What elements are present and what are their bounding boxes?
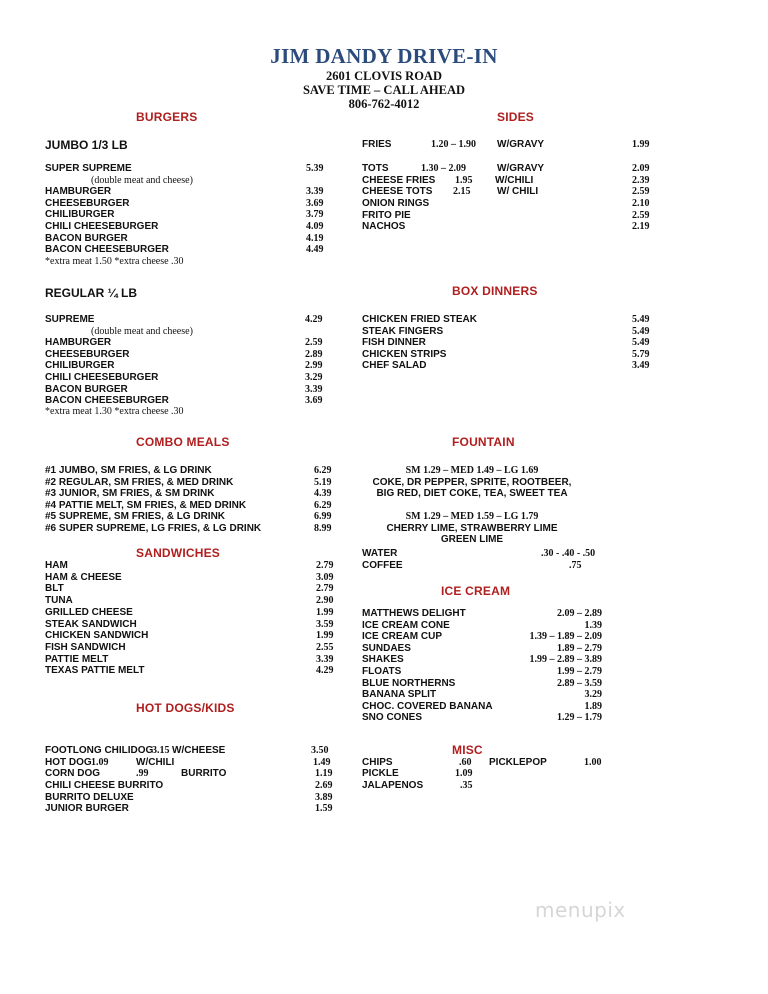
regular-item-price: 2.89 bbox=[305, 348, 323, 360]
combo-item-price: 4.39 bbox=[314, 488, 332, 500]
regular-item-name: SUPREME bbox=[45, 314, 95, 325]
sandwiches-heading: SANDWICHES bbox=[136, 546, 221, 560]
side-item-price: 2.10 bbox=[632, 198, 650, 209]
ice-cream-item-name: CHOC. COVERED BANANA bbox=[362, 700, 493, 712]
regular-item-name: BACON BURGER bbox=[45, 383, 128, 395]
jalapenos-name: JALAPENOS bbox=[362, 780, 424, 791]
water-name: WATER bbox=[362, 548, 398, 559]
ice-cream-item-price: 1.39 bbox=[584, 619, 602, 631]
hotdog-item-price: 1.59 bbox=[315, 803, 333, 815]
footlong-name: FOOTLONG CHILIDOG bbox=[45, 745, 154, 756]
sandwich-item-name: GRILLED CHEESE bbox=[45, 606, 133, 618]
hotdog-item-name: BURRITO DELUXE bbox=[45, 791, 134, 803]
fountain-prices-1: SM 1.29 – MED 1.49 – LG 1.69 bbox=[405, 465, 539, 476]
regular-label: REGULAR ¼ LB bbox=[45, 286, 138, 300]
regular-extras-text: *extra meat 1.30 *extra cheese .30 bbox=[45, 406, 184, 417]
combo-item-name: #1 JUMBO, SM FRIES, & LG DRINK bbox=[45, 465, 212, 476]
ice-cream-item-price: 1.99 – 2.89 – 3.89 bbox=[529, 654, 602, 666]
picklepop-price: 1.00 bbox=[584, 757, 602, 768]
sandwich-item-name: HAM & CHEESE bbox=[45, 571, 122, 583]
cheese-fries-price: 1.95 bbox=[455, 175, 473, 186]
ice-cream-item-name: BANANA SPLIT bbox=[362, 689, 437, 701]
sandwich-item-price: 3.39 bbox=[316, 653, 334, 665]
corndog-price: .99 bbox=[136, 768, 149, 779]
ice-cream-item-price: 3.29 bbox=[584, 689, 602, 701]
cheese-tots-extra-price: 2.59 bbox=[632, 186, 650, 197]
sandwich-item-price: 1.99 bbox=[316, 606, 334, 618]
fountain-prices-2: SM 1.29 – MED 1.59 – LG 1.79 bbox=[405, 511, 539, 522]
chips-price: .60 bbox=[459, 757, 472, 768]
menupix-watermark: menupix bbox=[535, 898, 626, 922]
jumbo-item-name: HAMBURGER bbox=[45, 186, 112, 198]
fountain-heading: FOUNTAIN bbox=[452, 435, 515, 449]
cheese-fries-extra: W/CHILI bbox=[495, 175, 534, 186]
regular-item-price: 2.99 bbox=[305, 360, 323, 372]
cheese-tots-extra: W/ CHILI bbox=[497, 186, 539, 197]
box-dinner-item-name: FISH DINNER bbox=[362, 337, 426, 349]
sandwich-item-price: 2.79 bbox=[316, 560, 334, 571]
ice-cream-item-name: BLUE NORTHERNS bbox=[362, 677, 456, 689]
cheese-fries-extra-price: 2.39 bbox=[632, 175, 650, 186]
sandwich-item-price: 1.99 bbox=[316, 630, 334, 642]
regular-item-name: HAMBURGER bbox=[45, 337, 112, 349]
jumbo-extras bbox=[45, 256, 184, 268]
sandwich-item-name: BLT bbox=[45, 583, 64, 595]
footlong-extra: W/CHEESE bbox=[172, 745, 226, 756]
jalapenos-price: .35 bbox=[460, 780, 473, 791]
combo-item-name: #2 REGULAR, SM FRIES, & MED DRINK bbox=[45, 476, 234, 488]
hotdog-name: HOT DOG bbox=[45, 757, 92, 768]
picklepop-name: PICKLEPOP bbox=[489, 757, 547, 768]
cheese-fries-name: CHEESE FRIES bbox=[362, 175, 436, 186]
ice-cream-item-name: MATTHEWS DELIGHT bbox=[362, 608, 466, 619]
ice-cream-item-name: FLOATS bbox=[362, 666, 402, 677]
regular-item-price: 3.39 bbox=[305, 383, 323, 395]
tots-extra-price: 2.09 bbox=[632, 163, 650, 174]
side-item-name: ONION RINGS bbox=[362, 198, 430, 209]
sandwich-item-price: 3.09 bbox=[316, 571, 334, 583]
regular-item-price: 4.29 bbox=[305, 314, 323, 325]
combo-item-price: 6.99 bbox=[314, 511, 332, 523]
box-dinner-item-price: 5.79 bbox=[632, 348, 650, 360]
sandwich-item-price: 3.59 bbox=[316, 618, 334, 630]
corndog-name: CORN DOG bbox=[45, 768, 100, 779]
ice-cream-item-name: SUNDAES bbox=[362, 642, 411, 654]
sandwich-item-price: 2.55 bbox=[316, 641, 334, 653]
ice-cream-item-price: 1.39 – 1.89 – 2.09 bbox=[529, 631, 602, 643]
sandwich-item-price: 4.29 bbox=[316, 665, 334, 677]
sides-heading: SIDES bbox=[497, 110, 535, 124]
box-dinner-item-name: CHICKEN FRIED STEAK bbox=[362, 314, 478, 325]
footlong-extra-price: 3.50 bbox=[311, 745, 329, 756]
jumbo-item-name: CHILI CHEESEBURGER bbox=[45, 221, 159, 232]
combo-item-price: 8.99 bbox=[314, 523, 332, 534]
pickle-name: PICKLE bbox=[362, 768, 399, 779]
combo-item-name: #4 PATTIE MELT, SM FRIES, & MED DRINK bbox=[45, 499, 247, 511]
fountain-flavors-3: CHERRY LIME, STRAWBERRY LIME bbox=[386, 523, 558, 534]
hotdog-extra-price: 1.49 bbox=[313, 757, 331, 768]
tots-extra: W/GRAVY bbox=[497, 163, 545, 174]
jumbo-item-price: 3.39 bbox=[306, 186, 324, 198]
corndog-extra: BURRITO bbox=[181, 768, 227, 779]
cheese-tots-name: CHEESE TOTS bbox=[362, 186, 433, 197]
ice-cream-item-name: ICE CREAM CONE bbox=[362, 619, 450, 631]
fries-price: 1.20 – 1.90 bbox=[431, 139, 476, 150]
hotdog-item-price: 3.89 bbox=[315, 791, 333, 803]
jumbo-item-price: 3.79 bbox=[306, 209, 324, 221]
jumbo-item-name: SUPER SUPREME bbox=[45, 163, 132, 174]
regular-extras bbox=[45, 406, 184, 418]
box-dinner-item-price: 5.49 bbox=[632, 325, 650, 337]
ice-cream-item-name: SHAKES bbox=[362, 654, 404, 666]
ice-cream-item-price: 1.89 bbox=[584, 700, 602, 712]
box-dinner-item-price: 5.49 bbox=[632, 314, 650, 325]
side-item-price: 2.19 bbox=[632, 221, 650, 233]
regular-item-name: CHILIBURGER bbox=[45, 360, 115, 372]
box-dinners-heading: BOX DINNERS bbox=[452, 284, 538, 298]
jumbo-item-price: 5.39 bbox=[306, 163, 324, 174]
jumbo-extras-text: *extra meat 1.50 *extra cheese .30 bbox=[45, 256, 184, 267]
ice-cream-item-price: 1.99 – 2.79 bbox=[557, 666, 602, 677]
sandwich-item-name: PATTIE MELT bbox=[45, 653, 109, 665]
jumbo-item-name: CHEESEBURGER bbox=[45, 197, 130, 209]
jumbo-item-price: 4.09 bbox=[306, 221, 324, 232]
combo-item-name: #3 JUNIOR, SM FRIES, & SM DRINK bbox=[45, 488, 215, 500]
sandwich-item-name: HAM bbox=[45, 560, 68, 571]
fountain-flavors-2: BIG RED, DIET COKE, TEA, SWEET TEA bbox=[376, 488, 568, 499]
fries-name: FRIES bbox=[362, 139, 392, 150]
combo-item-name: #5 SUPREME, SM FRIES, & LG DRINK bbox=[45, 511, 226, 523]
misc-heading: MISC bbox=[452, 743, 483, 757]
regular-item-name: CHEESEBURGER bbox=[45, 348, 130, 360]
regular-item-price: 3.29 bbox=[305, 372, 323, 383]
box-dinner-item-price: 5.49 bbox=[632, 337, 650, 349]
regular-item-price: 2.59 bbox=[305, 337, 323, 349]
sandwich-item-name: STEAK SANDWICH bbox=[45, 618, 137, 630]
sandwich-item-name: TUNA bbox=[45, 595, 73, 607]
ice-cream-item-price: 1.29 – 1.79 bbox=[557, 712, 602, 724]
fries-extra-price: 1.99 bbox=[632, 139, 650, 150]
sandwich-item-name: CHICKEN SANDWICH bbox=[45, 630, 149, 642]
chips-name: CHIPS bbox=[362, 757, 393, 768]
address: 2601 CLOVIS ROAD bbox=[326, 69, 442, 83]
hotdogs-heading: HOT DOGS/KIDS bbox=[136, 701, 235, 715]
jumbo-item-price: 4.19 bbox=[306, 232, 324, 244]
box-dinner-item-name: CHEF SALAD bbox=[362, 360, 427, 372]
restaurant-title: JIM DANDY DRIVE-IN bbox=[270, 44, 498, 68]
sandwich-item-price: 2.90 bbox=[316, 595, 334, 607]
fountain-flavors-4: GREEN LIME bbox=[440, 534, 504, 545]
jumbo-item-name: BACON CHEESEBURGER bbox=[45, 244, 169, 256]
box-dinner-item-name: STEAK FINGERS bbox=[362, 325, 444, 337]
ice-cream-item-price: 1.89 – 2.79 bbox=[557, 642, 602, 654]
sandwich-item-name: TEXAS PATTIE MELT bbox=[45, 665, 145, 677]
regular-item-name: (double meat and cheese) bbox=[91, 325, 193, 337]
jumbo-label: JUMBO 1/3 LB bbox=[45, 138, 128, 152]
cheese-tots-price: 2.15 bbox=[453, 186, 471, 197]
hotdog-item-name: JUNIOR BURGER bbox=[45, 803, 129, 815]
sandwich-item-name: FISH SANDWICH bbox=[45, 641, 126, 653]
hotdog-price: 1.09 bbox=[91, 757, 109, 768]
fries-extra: W/GRAVY bbox=[497, 139, 545, 150]
jumbo-item-price: 4.49 bbox=[306, 244, 324, 256]
tots-name: TOTS bbox=[362, 163, 389, 174]
combo-item-price: 6.29 bbox=[314, 465, 332, 476]
box-dinner-item-price: 3.49 bbox=[632, 360, 650, 372]
jumbo-item-name: (double meat and cheese) bbox=[91, 174, 193, 186]
corndog-extra-price: 1.19 bbox=[315, 768, 333, 779]
burgers-heading: BURGERS bbox=[136, 110, 198, 124]
regular-item-name: CHILI CHEESEBURGER bbox=[45, 372, 159, 383]
coffee-name: COFFEE bbox=[362, 560, 403, 571]
ice-cream-heading: ICE CREAM bbox=[441, 584, 511, 598]
coffee-price: .75 bbox=[569, 560, 582, 571]
hotdog-extra: W/CHILI bbox=[136, 757, 175, 768]
jumbo-item-name: CHILIBURGER bbox=[45, 209, 115, 221]
jumbo-item-name: BACON BURGER bbox=[45, 232, 128, 244]
sandwich-item-price: 2.79 bbox=[316, 583, 334, 595]
hotdog-item-name: CHILI CHEESE BURRITO bbox=[45, 780, 164, 791]
fountain-flavors-1: COKE, DR PEPPER, SPRITE, ROOTBEER, bbox=[372, 477, 572, 488]
ice-cream-item-price: 2.09 – 2.89 bbox=[557, 608, 602, 619]
water-price: .30 - .40 - .50 bbox=[541, 548, 596, 559]
pickle-price: 1.09 bbox=[455, 768, 473, 779]
tagline: SAVE TIME – CALL AHEAD bbox=[302, 83, 466, 97]
ice-cream-item-name: ICE CREAM CUP bbox=[362, 631, 443, 643]
regular-item-name: BACON CHEESEBURGER bbox=[45, 395, 169, 407]
footlong-price: 3.15 bbox=[152, 745, 170, 756]
ice-cream-item-price: 2.89 – 3.59 bbox=[557, 677, 602, 689]
side-item-name: NACHOS bbox=[362, 221, 406, 233]
side-item-price: 2.59 bbox=[632, 209, 650, 221]
side-item-name: FRITO PIE bbox=[362, 209, 411, 221]
box-dinner-item-name: CHICKEN STRIPS bbox=[362, 348, 447, 360]
jumbo-item-price: 3.69 bbox=[306, 197, 324, 209]
combo-item-price: 5.19 bbox=[314, 476, 332, 488]
tots-price: 1.30 – 2.09 bbox=[421, 163, 466, 174]
combo-item-price: 6.29 bbox=[314, 499, 332, 511]
phone-number: 806-762-4012 bbox=[348, 97, 420, 111]
ice-cream-item-name: SNO CONES bbox=[362, 712, 423, 724]
combo-item-name: #6 SUPER SUPREME, LG FRIES, & LG DRINK bbox=[45, 523, 262, 534]
hotdog-item-price: 2.69 bbox=[315, 780, 333, 791]
regular-item-price: 3.69 bbox=[305, 395, 323, 407]
combo-heading: COMBO MEALS bbox=[136, 435, 230, 449]
